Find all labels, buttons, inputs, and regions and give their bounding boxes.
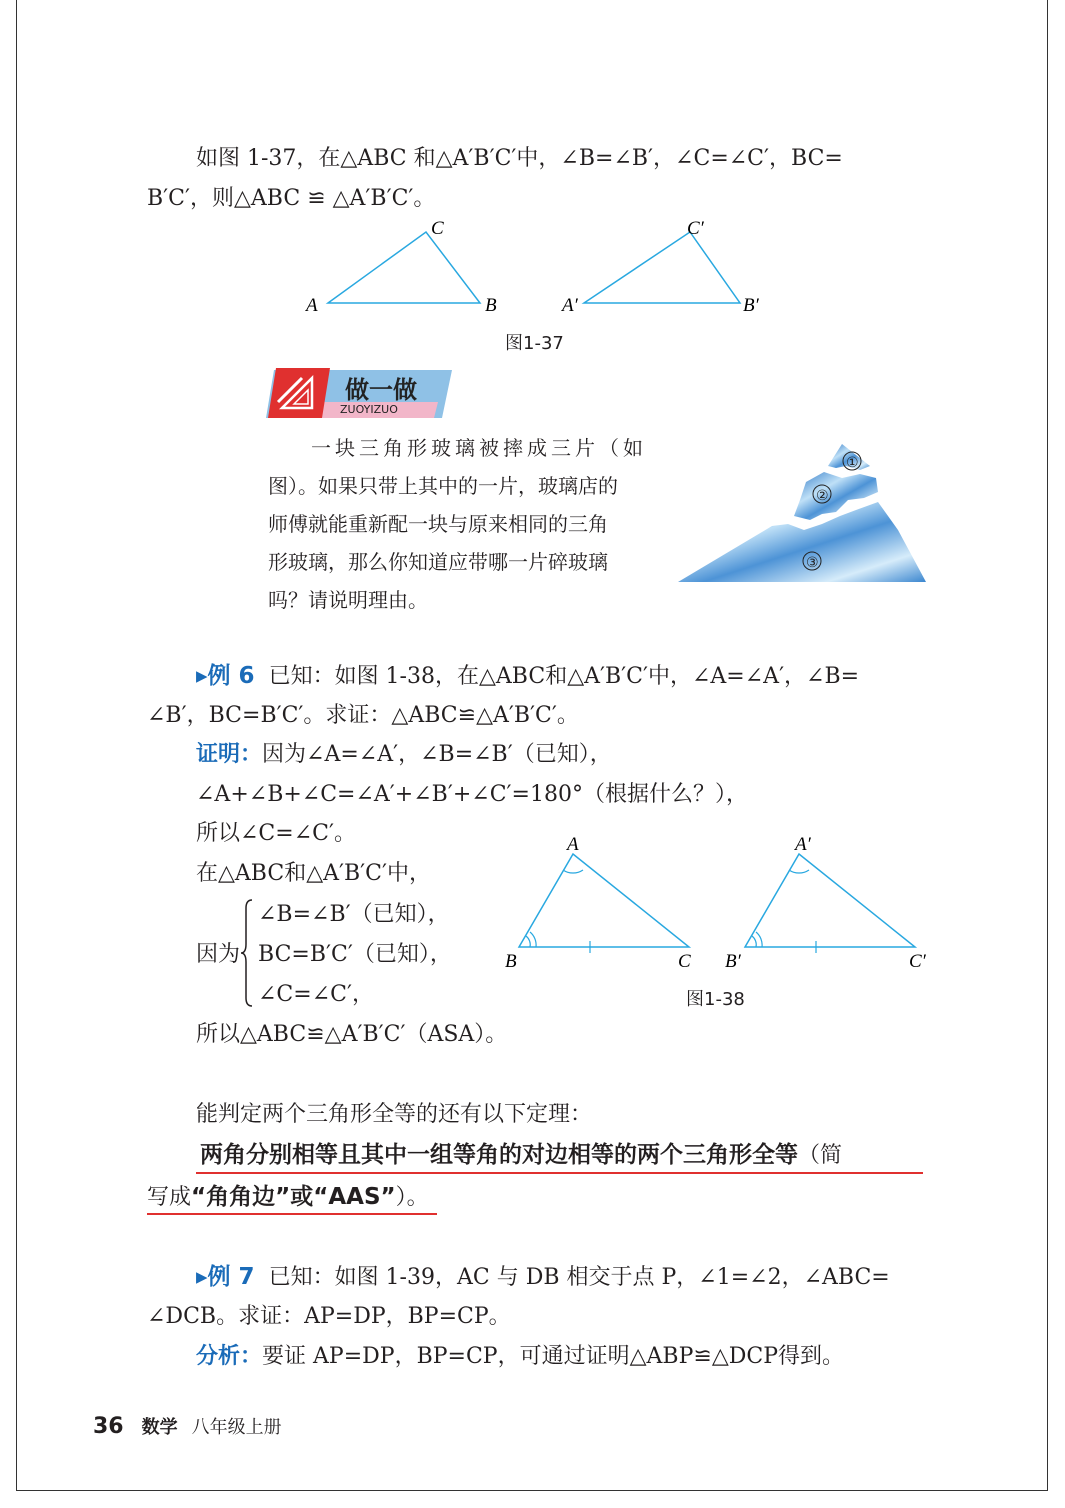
- fig138-label-c: C: [678, 951, 691, 972]
- angle-a-prime-mark: [789, 870, 809, 873]
- zuoyizuo-line-1: 一块三角形玻璃被摔成三片（如: [311, 436, 647, 460]
- theorem-bold-1: 两角分别相等且其中一组等角的对边相等的两个三角形全等: [200, 1142, 798, 1168]
- banner-red-tab: [268, 368, 330, 418]
- example-6-line-1: [196, 661, 859, 692]
- label-b: B: [485, 295, 497, 316]
- example-7-label: ▸例 7: [196, 1264, 255, 1290]
- analysis-line: [196, 1342, 844, 1372]
- piece-1-label: ①: [846, 455, 859, 471]
- proof-line-4: 在△ABC和△A′B′C′中，: [196, 861, 432, 886]
- broken-glass-figure: [676, 438, 930, 588]
- fig138-label-b: B: [505, 951, 517, 972]
- angle-b-prime-mark-inner: [752, 936, 756, 947]
- figure-1-37-caption: 图1-37: [505, 333, 564, 354]
- zuoyizuo-subtitle: ZUOYIZUO: [340, 403, 398, 416]
- example-6-line-2: ∠B′，BC=B′C′。求证：△ABC≌△A′B′C′。: [147, 703, 579, 728]
- theorem-paren: （简: [798, 1143, 843, 1168]
- zuoyizuo-title: 做一做: [345, 376, 417, 404]
- fig138-label-a: A: [567, 834, 579, 855]
- angle-a-mark: [563, 870, 583, 873]
- theorem-underline-1: [196, 1172, 923, 1174]
- condition-1: ∠B=∠B′（已知），: [258, 902, 450, 927]
- fig138-label-c-prime: C′: [909, 951, 926, 972]
- piece-3-label: ③: [806, 555, 819, 571]
- analysis-label: 分析：: [196, 1344, 263, 1369]
- theorem-intro: 能判定两个三角形全等的还有以下定理：: [196, 1102, 593, 1127]
- intro-line-2: B′C′，则△ABC ≌ △A′B′C′。: [147, 186, 436, 211]
- page-footer: [93, 1413, 282, 1439]
- footer-grade: 八年级上册: [191, 1417, 282, 1438]
- figure-1-38-caption: 图1-38: [686, 989, 745, 1010]
- proof-label: 证明：: [196, 742, 263, 767]
- page-number: 36: [93, 1414, 124, 1439]
- example-6-text-1: 已知：如图 1-38，在△ABC和△A′B′C′中，∠A=∠A′，∠B=: [268, 664, 860, 689]
- example-6-label: ▸例 6: [196, 663, 255, 689]
- proof-line-3: 所以∠C=∠C′。: [196, 821, 356, 846]
- proof-line-2: ∠A+∠B+∠C=∠A′+∠B′+∠C′=180°（根据什么？），: [196, 782, 748, 807]
- intro-line-1: 如图 1-37，在△ABC 和△A′B′C′中，∠B=∠B′，∠C=∠C′，BC=: [196, 146, 843, 171]
- label-c-prime: C′: [687, 218, 704, 239]
- fig138-label-b-prime: B′: [725, 951, 741, 972]
- theorem-line-2: [147, 1182, 429, 1213]
- theorem-line-1: [200, 1140, 842, 1171]
- proof-conclusion: 所以△ABC≌△A′B′C′（ASA）。: [196, 1022, 508, 1047]
- label-b-prime: B′: [743, 295, 759, 316]
- because-label: 因为: [196, 942, 241, 967]
- triangle-abc: [328, 232, 480, 303]
- example-7-text-1: 已知：如图 1-39，AC 与 DB 相交于点 P，∠1=∠2，∠ABC=: [268, 1265, 890, 1290]
- zuoyizuo-line-2: 图）。如果只带上其中的一片，玻璃店的: [268, 474, 618, 498]
- theorem-line2-post: ）。: [395, 1185, 429, 1210]
- condition-2: BC=B′C′（已知），: [258, 942, 452, 967]
- theorem-bold-2: “角角边”或“AAS”: [191, 1184, 396, 1210]
- zuoyizuo-line-5: 吗？请说明理由。: [268, 588, 428, 612]
- footer-subject: 数学: [141, 1417, 178, 1438]
- angle-b-prime-mark-outer: [756, 932, 762, 947]
- theorem-line2-pre: 写成: [147, 1185, 192, 1210]
- label-a: A: [306, 295, 318, 316]
- proof-text-1: 因为∠A=∠A′，∠B=∠B′（已知），: [262, 742, 612, 767]
- figure-1-37: [300, 215, 780, 320]
- fig138-label-a-prime: A′: [795, 834, 811, 855]
- angle-b-mark-outer: [530, 932, 536, 947]
- theorem-underline-2: [147, 1213, 437, 1215]
- zuoyizuo-line-4: 形玻璃，那么你知道应带哪一片碎玻璃: [268, 550, 608, 574]
- label-c: C: [431, 218, 444, 239]
- example-7-line-2: ∠DCB。求证：AP=DP，BP=CP。: [147, 1304, 511, 1329]
- label-a-prime: A′: [562, 295, 578, 316]
- zuoyizuo-line-3: 师傅就能重新配一块与原来相同的三角: [268, 512, 608, 536]
- analysis-text: 要证 AP=DP，BP=CP，可通过证明△ABP≌△DCP得到。: [262, 1344, 845, 1369]
- figure-1-38: [495, 830, 935, 975]
- triangle-abc-prime-1-38: [745, 854, 915, 947]
- example-7-line-1: [196, 1262, 890, 1293]
- condition-3: ∠C=∠C′，: [258, 982, 374, 1007]
- triangle-abc-1-38: [519, 854, 689, 947]
- proof-line-1: [196, 740, 612, 770]
- condition-brace: [240, 898, 254, 1008]
- piece-2-label: ②: [816, 488, 829, 504]
- angle-b-mark-inner: [526, 936, 530, 947]
- triangle-abc-prime: [584, 232, 740, 303]
